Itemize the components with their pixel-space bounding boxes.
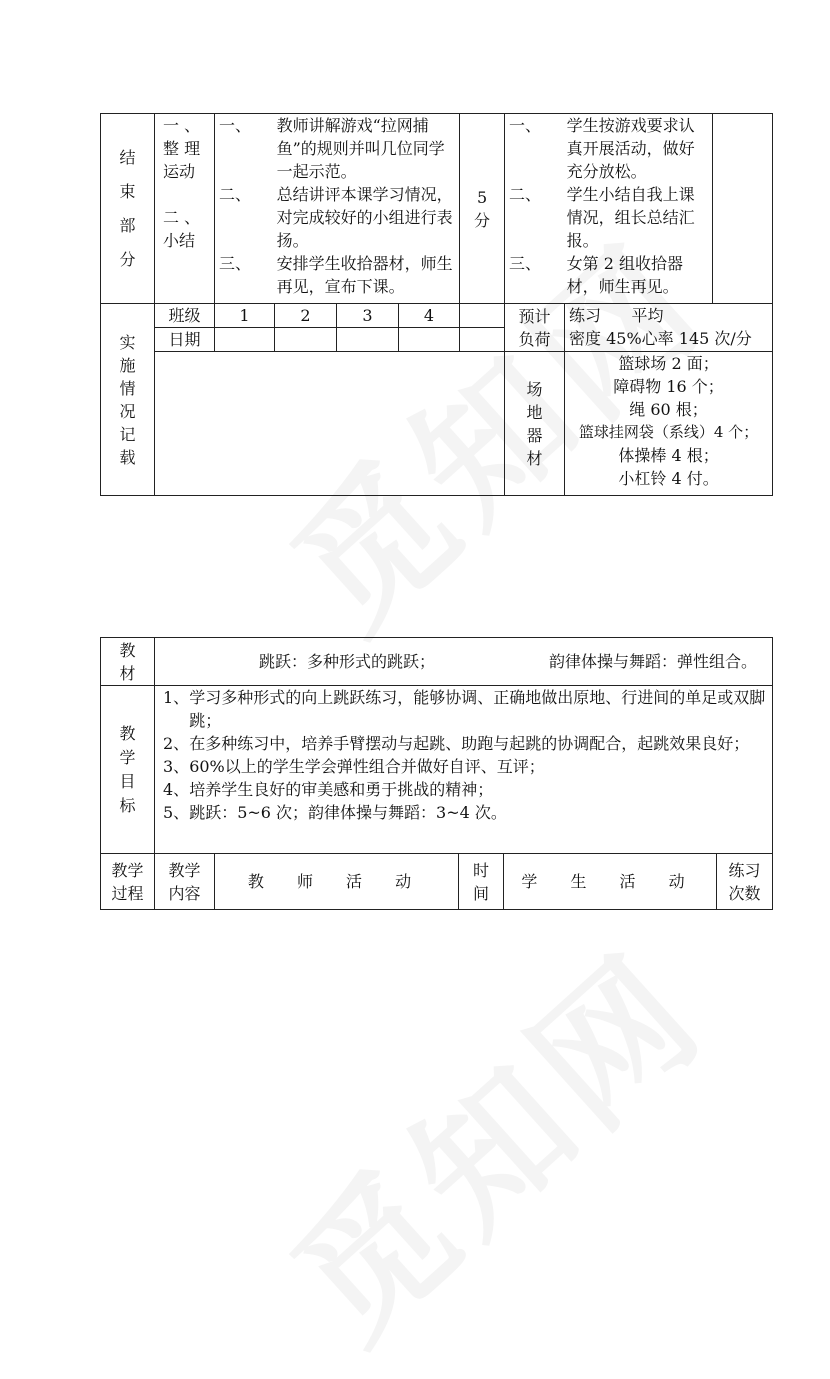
list-item: 3、 60%以上的学生学会弹性组合并做好自评、互评； xyxy=(163,757,545,776)
list-item: 4、 培养学生良好的审美感和勇于挑战的精神； xyxy=(163,780,494,799)
list-item: 三、 女第 2 组收拾器材，师生再见。 xyxy=(509,254,683,296)
class-label: 班级 xyxy=(155,304,215,328)
end-section-label: 结 束 部 分 xyxy=(101,114,155,304)
student-activity-cell xyxy=(505,114,713,304)
venue-label: 场 地 器 材 xyxy=(505,352,565,496)
objective-list xyxy=(155,686,773,854)
load-value: 练习 平均 密度 45%心率 145 次/分 xyxy=(565,304,773,352)
date-3[interactable] xyxy=(337,328,399,352)
material-content: 跳跃：多种形式的跳跃； 韵律体操与舞蹈：弹性组合。 xyxy=(155,638,773,686)
header-teacher: 教 师 活 动 xyxy=(215,854,459,910)
list-item: 三、 安排学生收拾器材，师生再见，宣布下课。 xyxy=(219,254,453,296)
list-item: 1、 学习多种形式的向上跳跃练习，能够协调、正确地做出原地、行进间的单足或双脚跳； xyxy=(163,688,766,730)
class-4: 4 xyxy=(399,304,460,328)
records-area[interactable] xyxy=(155,352,505,496)
count-cell xyxy=(713,114,773,304)
date-1[interactable] xyxy=(215,328,275,352)
teacher-activity-cell xyxy=(215,114,460,304)
end-content-cell: 一 、 整 理 运动 二 、 小结 xyxy=(155,114,215,304)
list-item: 篮球场 2 面； xyxy=(618,354,719,373)
list-item: 小杠铃 4 付。 xyxy=(618,469,719,488)
list-item: 一、 教师讲解游戏“拉网捕鱼”的规则并叫几位同学一起示范。 xyxy=(219,116,445,181)
header-process: 教学 过程 xyxy=(101,854,155,910)
date-2[interactable] xyxy=(275,328,337,352)
class-1: 1 xyxy=(215,304,275,328)
list-item: 一、 学生按游戏要求认真开展活动，做好充分放松。 xyxy=(509,116,695,181)
class-3: 3 xyxy=(337,304,399,328)
implementation-label: 实 施 情 况 记 载 xyxy=(101,304,155,496)
venue-list xyxy=(565,352,773,496)
lesson-plan-table xyxy=(100,637,773,910)
lesson-end-table xyxy=(100,113,773,496)
date-4[interactable] xyxy=(399,328,460,352)
list-item: 5、 跳跃：5~6 次；韵律体操与舞蹈：3~4 次。 xyxy=(163,803,507,822)
list-item: 绳 60 根； xyxy=(629,400,708,419)
material-label: 教 材 xyxy=(101,638,155,686)
date-label: 日期 xyxy=(155,328,215,352)
list-item: 二、 总结讲评本课学习情况，对完成较好的小组进行表扬。 xyxy=(219,185,453,250)
watermark xyxy=(239,897,740,1379)
list-item: 体操棒 4 根； xyxy=(618,446,719,465)
list-item: 2、 在多种练习中，培养手臂摆动与起跳、助跑与起跳的协调配合，起跳效果良好； xyxy=(163,734,750,753)
header-content: 教学 内容 xyxy=(155,854,215,910)
list-item: 篮球挂网袋（系线）4 个； xyxy=(578,423,759,441)
list-item: 二、 学生小结自我上课情况，组长总结汇报。 xyxy=(509,185,695,250)
header-time: 时 间 xyxy=(459,854,504,910)
class-2: 2 xyxy=(275,304,337,328)
load-label: 预计 负荷 xyxy=(505,304,565,352)
objective-label: 教 学 目 标 xyxy=(101,686,155,854)
header-count: 练习 次数 xyxy=(717,854,773,910)
time-cell: 5 分 xyxy=(460,114,505,304)
header-student: 学 生 活 动 xyxy=(504,854,717,910)
list-item: 障碍物 16 个； xyxy=(613,377,724,396)
